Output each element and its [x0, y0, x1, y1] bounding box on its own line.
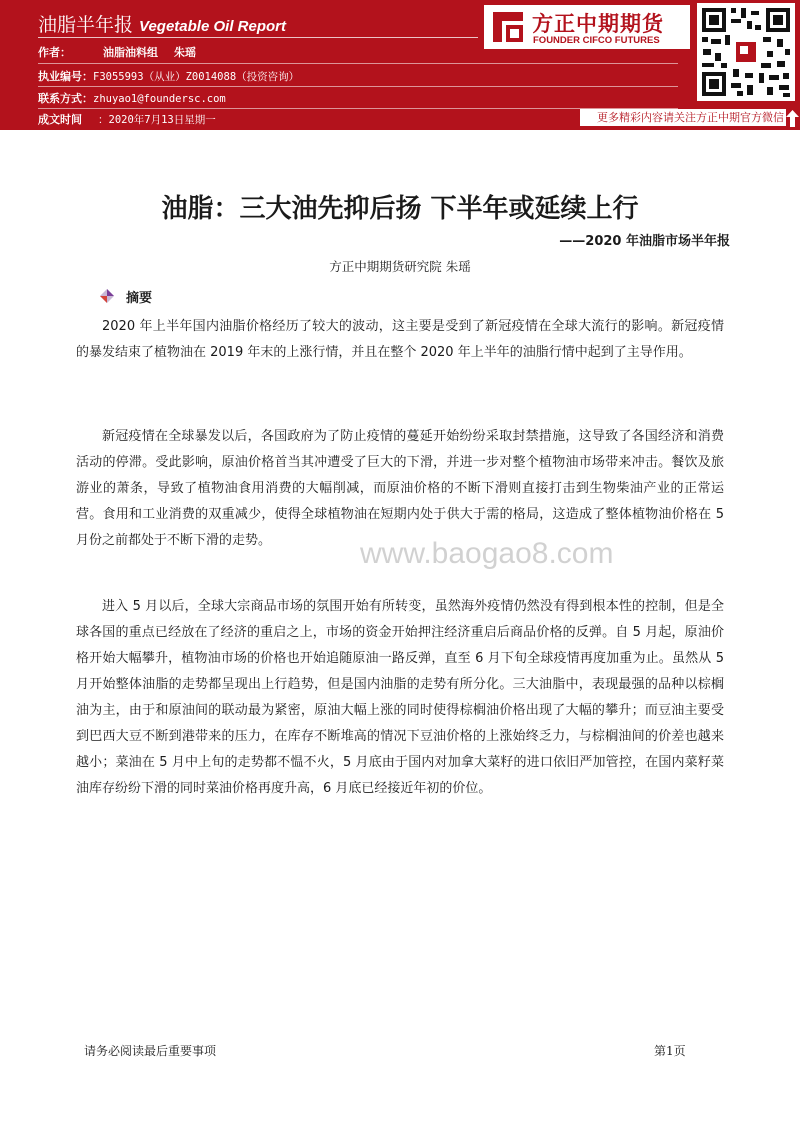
license-label: 执业编号： — [38, 70, 93, 83]
watermark: www.baogao8.com — [360, 537, 614, 570]
company-name-en: FOUNDER CIFCO FUTURES — [533, 35, 660, 46]
article-title: 油脂：三大油先抑后扬 下半年或延续上行 — [161, 194, 639, 224]
license-row — [38, 68, 299, 84]
paragraph: 新冠疫情在全球暴发以后，各国政府为了防止疫情的蔓延开始纷纷采取封禁措施，这导致了各国经济和消费活动的停滞。受此影响，原油价格首当其冲遭受了巨大的下滑，并进一步对整个植物油市场带来冲击。餐饮及旅游业的萧条，导致了植物油食用消费的大幅削减，而原油价格的不断下滑则直接打击到生物柴油产业的正常运营。食用和工业消费的双重减少，使得全球植物油在短期内处于供大于需的格局，这造成了整体植物油价格在 5 月份之前都处于不断下滑的走势。 — [76, 429, 724, 548]
contact-row — [38, 90, 226, 106]
author-row — [38, 44, 196, 60]
date-value: ：2020年7月13日星期一 — [98, 114, 216, 126]
author-name: 朱瑶 — [174, 46, 196, 59]
author-label: 作者： — [38, 46, 71, 59]
meta-divider — [38, 63, 678, 64]
paragraph: 2020 年上半年国内油脂价格经历了较大的波动，这主要是受到了新冠疫情在全球大流行的影响。新冠疫情的暴发结束了植物油在 2019 年末的上涨行情，并且在整个 2020 年上半年的油脂行情中起到了主导作用。 — [76, 319, 724, 360]
paragraph: 进入 5 月以后，全球大宗商品市场的氛围开始有所转变，虽然海外疫情仍然没有得到根本性的控制，但是全球各国的重点已经放在了经济的重启之上，市场的资金开始押注经济重启后商品价格的反弹。自 5 月起，原油价格开始大幅攀升，植物油市场的价格也开始追随原油一路反弹，直至 6 月下旬全球疫情再度加重为止。虽然从 5 月开始整体油脂的走势都呈现出上行趋势，但是国内油脂的走势有所分化。三大油脂中，表现最强的品种以棕榈油为主，由于和原油间的联动最为紧密，原油大幅上涨的同时使得棕榈油价格出现了大幅的攀升；而豆油主要受到巴西大豆不断到港带来的压力，在库存不断堆高的情况下豆油价格的上涨始终乏力，与棕榈油间的价差也越来越小；菜油在 5 月中上旬的走势都不愠不火，5 月底由于国内对加拿大菜籽的进口依旧严加管控，在国内菜籽菜油库存纷纷下滑的同时菜油价格再度升高，6 月底已经接近年初的价位。 — [76, 599, 724, 796]
title-divider — [38, 37, 478, 38]
report-header — [0, 0, 800, 130]
footer-disclaimer: 请务必阅读最后重要事项 — [84, 1044, 217, 1058]
license-value: F3055993（从业）Z0014088（投资咨询） — [93, 71, 300, 83]
contact-label: 联系方式： — [38, 92, 93, 105]
report-type-title — [38, 10, 286, 37]
wechat-qr-code-icon[interactable] — [697, 3, 795, 101]
company-logo — [484, 5, 690, 49]
founder-logo-icon — [490, 9, 526, 45]
company-name-cn: 方正中期期货 — [532, 12, 664, 36]
date-row — [38, 111, 216, 127]
article-subtitle: ——2020 年油脂市场半年报 — [559, 234, 730, 249]
section-heading-abstract: 摘要 — [126, 291, 153, 306]
diamond-bullet-icon — [100, 289, 114, 303]
date-label: 成文时间 — [38, 113, 82, 126]
report-type-cn: 油脂半年报 — [38, 14, 134, 36]
follow-wechat-banner[interactable]: 更多精彩内容请关注方正中期官方微信 — [580, 109, 786, 126]
author-group: 油脂油料组 — [103, 46, 158, 59]
meta-divider — [38, 86, 678, 87]
page-number: 第1页 — [654, 1044, 686, 1058]
report-type-en: Vegetable Oil Report — [139, 18, 286, 35]
article-byline: 方正中期期货研究院 朱瑶 — [329, 259, 471, 274]
contact-email[interactable]: zhuyao1@foundersc.com — [93, 93, 226, 105]
arrow-up-icon — [786, 110, 799, 127]
